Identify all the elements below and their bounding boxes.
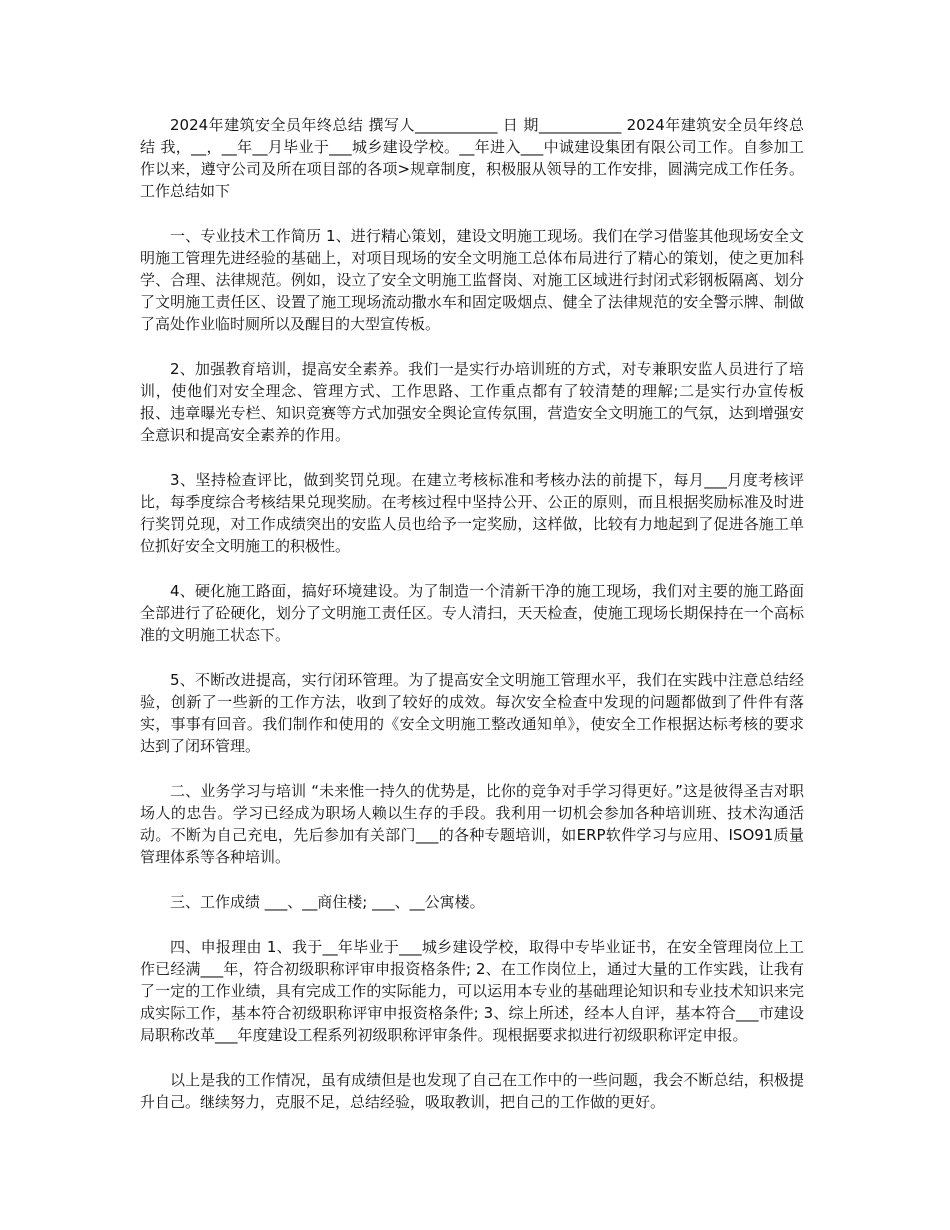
section-3-achievements-paragraph: 三、工作成绩 ___、__商住楼; ___、__公寓楼。 bbox=[170, 893, 485, 911]
conclusion-paragraph: 以上是我的工作情况，虽有成绩但是也发现了自己在工作中的一些问题，我会不断总结，积极提升自己。继续努力，克服不足，总结经验，吸取教训，把自己的工作做的更好。 bbox=[140, 1071, 804, 1111]
section-2-learning-paragraph: 二、业务学习与培训 “未来惟一持久的优势是，比你的竞争对手学习得更好。”这是彼得圣吉对职场人的忠告。学习已经成为职场人赖以生存的手段。我利用一切机会参加各种培训班、技术沟通活动。不断为自己充电，先后参加有关部门___的各种专题培训，如ERP软件学习与应用、ISO91质量管理体系等各种培训。 bbox=[140, 782, 804, 866]
education-training-paragraph: 2、加强教育培训，提高安全素养。我们一是实行办培训班的方式，对专兼职安监人员进行了培训，使他们对安全理念、管理方式、工作思路、工作重点都有了较清楚的理解;二是实行办宣传板报、违章曝光专栏、知识竞赛等方式加强安全舆论宣传氛围，营造安全文明施工的气氛，达到增强安全意识和提高安全素养的作用。 bbox=[140, 360, 804, 444]
document-page bbox=[140, 114, 804, 1136]
inspection-evaluation-paragraph: 3、坚持检查评比，做到奖罚兑现。在建立考核标准和考核办法的前提下，每月___月度考核评比，每季度综合考核结果兑现奖励。在考核过程中坚持公开、公正的原则，而且根据奖励标准及时进行奖罚兑现，对工作成绩突出的安监人员也给予一定奖励，这样做，比较有力地起到了促进各施工单位抓好安全文明施工的积极性。 bbox=[140, 471, 804, 555]
road-hardening-paragraph: 4、硬化施工路面，搞好环境建设。为了制造一个清新干净的施工现场，我们对主要的施工路面全部进行了砼硬化，划分了文明施工责任区。专人清扫，天天检查，使施工现场长期保持在一个高标准的文明施工状态下。 bbox=[140, 582, 804, 644]
section-1-work-history-paragraph: 一、专业技术工作简历 1、进行精心策划，建设文明施工现场。我们在学习借鉴其他现场安全文明施工管理先进经验的基础上，对项目现场的安全文明施工总体布局进行了精心的策划，使之更加科学、合理、法律规范。例如，设立了安全文明施工监督岗、对施工区域进行封闭式彩钢板隔离、划分了文明施工责任区、设置了施工现场流动撒水车和固定吸烟点、健全了法律规范的安全警示牌、制做了高处作业临时厕所以及醒目的大型宣传板。 bbox=[140, 227, 804, 333]
closed-loop-management-paragraph: 5、不断改进提高，实行闭环管理。为了提高安全文明施工管理水平，我们在实践中注意总结经验，创新了一些新的工作方法，收到了较好的成效。每次安全检查中发现的问题都做到了件件有落实，事事有回音。我们制作和使用的《安全文明施工整改通知单》，使安全工作根据达标考核的要求达到了闭环管理。 bbox=[140, 671, 804, 755]
intro-paragraph: 2024年建筑安全员年终总结 撰写人___________ 日 期___________ 2024年建筑安全员年终总结 我，__，__年__月毕业于___城乡建设学校。__年进入___中诚建设集团有限公司工作。自参加工作以来，遵守公司及所在项目部的各项>规章制度，积极服从领导的工作安排，圆满完成工作任务。工作总结如下 bbox=[140, 116, 804, 200]
section-4-application-reasons-paragraph: 四、申报理由 1、我于__年毕业于___城乡建设学校，取得中专毕业证书，在安全管理岗位上工作已经满___年，符合初级职称评审申报资格条件; 2、在工作岗位上，通过大量的工作实践，让我有了一定的工作业绩，具有完成工作的实际能力，可以运用本专业的基础理论知识和专业技术知识来完成实际工作，基本符合初级职称评审申报资格条件; 3、综上所述，经本人自评，基本符合___市建设局职称改革___年度建设工程系列初级职称评审条件。现根据要求拟进行初级职称评定申报。 bbox=[140, 938, 804, 1044]
